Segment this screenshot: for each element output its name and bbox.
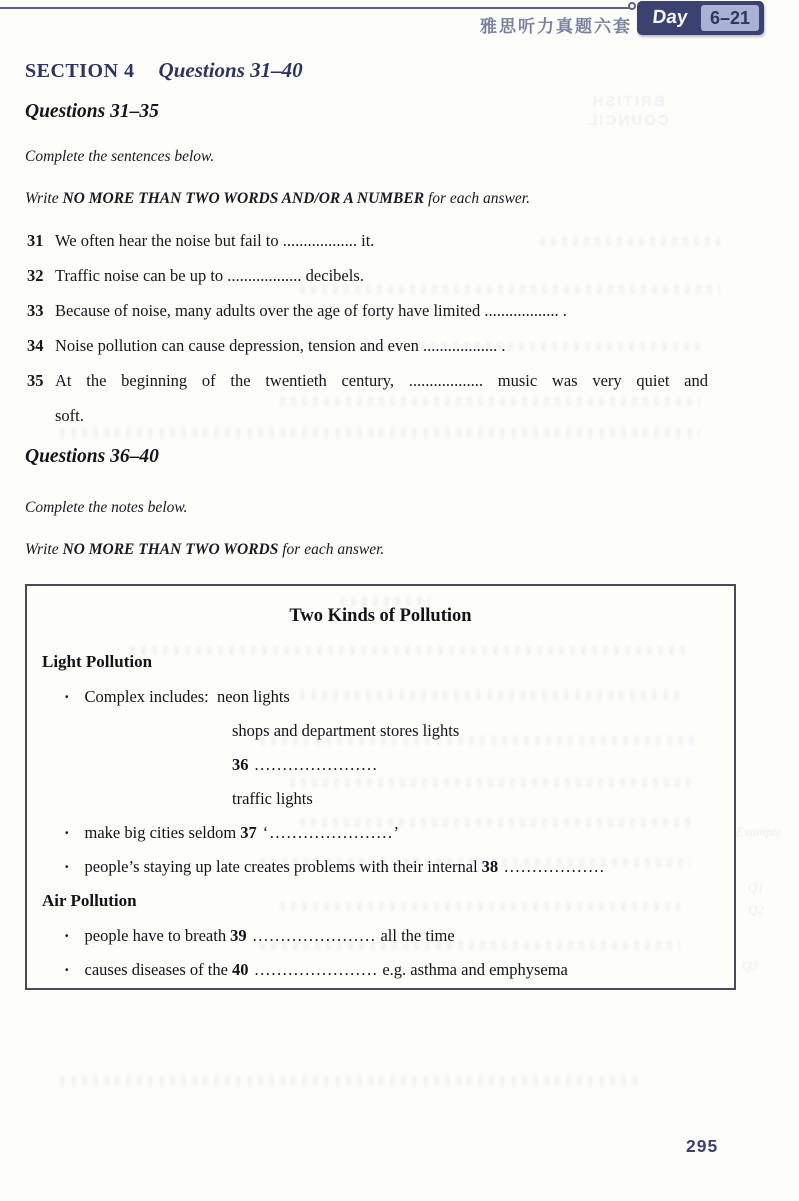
day-badge <box>637 1 764 35</box>
question-text: Noise pollution can cause depression, tension and even .................. . <box>55 336 506 355</box>
notes-box-title: Two Kinds of Pollution <box>289 606 472 626</box>
part2-word-limit <box>25 541 384 559</box>
limit-prefix: Write <box>25 190 63 207</box>
question-number: 39 <box>230 926 247 945</box>
day-badge-range: 6–21 <box>701 5 759 31</box>
bleed-through-q1: Q1 <box>748 880 764 895</box>
bleed-through-artifact <box>340 597 430 606</box>
answer-blank: ...................... <box>254 755 379 774</box>
section-label: SECTION 4 <box>25 60 135 82</box>
bleed-through-artifact <box>290 778 690 787</box>
answer-blank: ...................... <box>252 926 377 945</box>
answer-blank: ‘......................’ <box>262 823 401 842</box>
bleed-through-artifact <box>60 1076 640 1085</box>
part1-task-instruction: Complete the sentences below. <box>25 148 215 165</box>
bullet-icon: · <box>64 960 70 979</box>
notes-box <box>25 584 736 990</box>
bleed-through-artifact <box>260 941 680 950</box>
note-item: neon lights <box>216 687 290 706</box>
bleed-through-publisher-mark <box>545 92 710 130</box>
question-number: 33 <box>27 301 44 320</box>
limit-bold: NO MORE THAN TWO WORDS <box>62 541 279 558</box>
bullet-icon: · <box>64 857 70 876</box>
section-range: Questions 31–40 <box>158 58 303 82</box>
question-text: Traffic noise can be up to .................. decibels. <box>55 266 364 285</box>
note-complex-includes <box>64 687 290 707</box>
part2-task-instruction: Complete the notes below. <box>25 499 188 516</box>
light-pollution-heading: Light Pollution <box>42 652 153 671</box>
question-number: 40 <box>231 960 249 979</box>
page-number: 295 <box>686 1136 719 1156</box>
answer-blank: ...................... <box>254 960 379 979</box>
header-rule-end-dot <box>628 2 636 10</box>
bleed-through-artifact <box>260 736 700 745</box>
bleed-through-artifact <box>540 237 720 246</box>
bleed-through-example-label: Example <box>736 824 782 839</box>
header-rule <box>0 7 630 9</box>
note-text: people have to breath <box>84 926 227 945</box>
note-item-traffic: traffic lights <box>232 789 313 808</box>
day-badge-label: Day <box>651 7 689 28</box>
question-text: Because of noise, many adults over the age of forty have limited .................. . <box>55 301 567 320</box>
question-text-line2: soft. <box>55 406 84 425</box>
air-pollution-heading: Air Pollution <box>42 891 137 910</box>
bleed-through-artifact <box>130 646 690 655</box>
bleed-through-artifact <box>260 858 690 867</box>
question-number: 34 <box>27 336 44 355</box>
question-number: 35 <box>27 371 44 390</box>
bullet-icon: · <box>64 926 70 945</box>
bleed-through-q3: Q3 <box>742 958 758 973</box>
question-text-line1: At the beginning of the twentieth century, .................. music was very quiet and <box>55 371 708 390</box>
section-heading <box>25 58 303 83</box>
note-label: Complex includes: <box>84 687 209 706</box>
note-item-blank-36 <box>232 755 378 775</box>
question-32 <box>27 265 717 287</box>
note-text: people’s staying up late creates problems with their internal <box>84 857 478 876</box>
bleed-through-artifact <box>280 397 700 406</box>
note-text: make big cities seldom <box>84 823 237 842</box>
bleed-through-q2: Q2 <box>748 902 764 917</box>
bleed-text: COUNCIL <box>586 112 669 129</box>
part1-heading: Questions 31–35 <box>25 101 159 122</box>
bleed-through-artifact <box>60 428 700 437</box>
part1-word-limit <box>25 190 530 208</box>
part2-heading: Questions 36–40 <box>25 446 159 467</box>
question-number: 37 <box>240 823 257 842</box>
limit-prefix: Write <box>25 541 63 558</box>
question-number: 31 <box>27 231 44 250</box>
bullet-icon: · <box>64 687 70 706</box>
note-text-after: e.g. asthma and emphysema <box>382 960 568 979</box>
question-33 <box>27 300 717 322</box>
bleed-through-artifact <box>280 902 680 911</box>
note-diseases <box>64 960 568 980</box>
note-item-shops: shops and department stores lights <box>232 721 460 740</box>
limit-suffix: for each answer. <box>424 190 530 207</box>
note-text-after: all the time <box>380 926 455 945</box>
limit-bold: NO MORE THAN TWO WORDS AND/OR A NUMBER <box>62 190 425 207</box>
question-text: We often hear the noise but fail to .................. it. <box>55 231 375 250</box>
bleed-text: BRITISH <box>590 93 665 110</box>
bleed-through-artifact <box>300 285 720 294</box>
limit-suffix: for each answer. <box>278 541 385 558</box>
question-number: 38 <box>481 857 499 876</box>
question-number: 36 <box>232 755 249 774</box>
bleed-through-artifact <box>300 691 680 700</box>
note-text: causes diseases of the <box>84 960 228 979</box>
bullet-icon: · <box>64 823 70 842</box>
bleed-through-artifact <box>420 342 705 351</box>
bleed-through-artifact <box>300 818 690 827</box>
answer-blank: .................. <box>504 857 606 876</box>
book-title: 雅思听力真题六套 <box>480 17 632 37</box>
question-number: 32 <box>27 266 44 285</box>
